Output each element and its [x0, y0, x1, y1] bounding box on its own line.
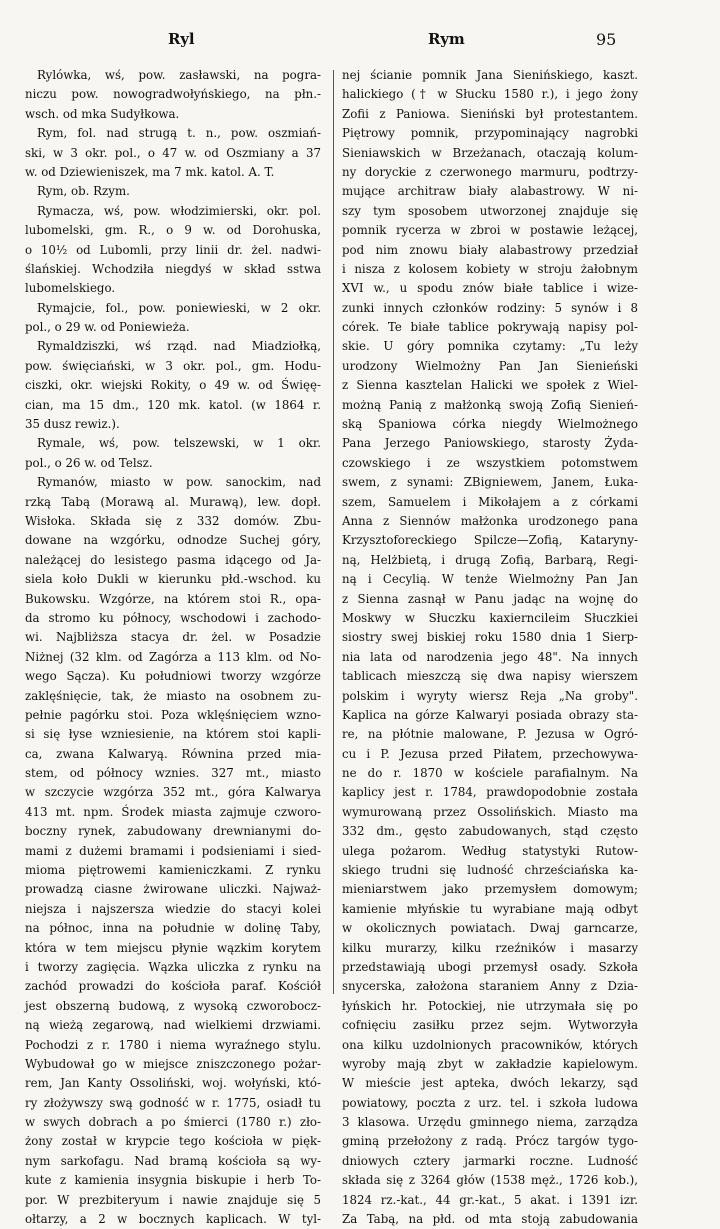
text-line: lubomelskiego.: [25, 281, 116, 296]
text-line: Rymale, wś, pow. telszewski, w 1 okr.: [37, 436, 321, 451]
text-line: pow. święciański, w 3 okr. pol., gm. Hodu-: [25, 358, 321, 373]
text-line: czowskiego i ze wszystkiem potomstwem: [342, 455, 638, 470]
text-line: kilku murarzy, kilku rzeźników i masarzy: [342, 940, 638, 955]
text-line: niczu pow. nowogradwołyńskiego, na płn.-: [25, 87, 321, 102]
text-line: wego Sącza). Ku południowi tworzy wzgórze: [25, 669, 321, 684]
text-line: zaklęśnięcie, tak, że miasto na osobnem zu-: [25, 688, 321, 703]
text-line: z Sienna zasnął w Panu jadąc na wojnę do: [342, 591, 638, 606]
text-line: w. od Dziewieniszek, ma 7 mk. katol. A. T.: [25, 164, 275, 179]
text-line: ną i Cecylią. W tenże Wielmożny Pan Jan: [342, 572, 638, 587]
text-line: ślańskiej. Wchodziła niegdyś w skład sstwa: [25, 261, 321, 276]
text-line: pełnie pagórku stoi. Poza wklęśnięciem wzno-: [25, 707, 321, 722]
text-line: i tworzy zagięcia. Wązka uliczka z rynku na: [25, 959, 321, 974]
text-line: kamienie młyńskie tu wyrabiane mają odbyt: [342, 901, 638, 916]
text-line: jest obszerną budową, z wysoką czworobocz-: [25, 998, 321, 1013]
column-divider: [333, 70, 334, 994]
text-line: niejsza i najszersza wiedzie do stacyi kolei: [25, 901, 321, 916]
text-line: Pana Jerzego Paniowskiego, starosty Żyda-: [342, 436, 638, 451]
text-line: na północ, inna na południe w dolinę Taby,: [25, 921, 321, 936]
text-line: pol., o 26 w. od Telsz.: [25, 455, 153, 470]
text-line: Rymajcie, fol., pow. poniewieski, w 2 okr.: [37, 300, 321, 315]
text-line: Rym, fol. nad strugą t. n., pow. oszmiań-: [37, 126, 321, 141]
text-line: nej ścianie pomnik Jana Sienińskiego, kaszt.: [342, 68, 638, 82]
text-line: swem, z synami: ZBigniewem, Janem, Łuka-: [342, 475, 638, 490]
text-line: ną, Helżbietą, i drugą Zofią, Barbarą, Regi-: [342, 552, 638, 567]
text-line: siostry swej biskiej roku 1580 dnia 1 Sierp-: [342, 630, 638, 645]
text-line: XVI w., u spodu znów białe tablice i wize-: [342, 281, 638, 296]
text-line: 332 dm., gęsto zabudowanych, stąd często: [342, 824, 638, 839]
text-line: snycerska, założona staraniem Anny z Dzia-: [342, 979, 638, 994]
text-line: ry złożywszy swą godność w r. 1775, osiadł tu: [25, 1095, 321, 1110]
running-header-center: Rym: [428, 30, 465, 48]
text-line: stem, od północy wznies. 327 mt., miasto: [25, 766, 321, 781]
text-line: ny doryckie z czerwonego marmuru, podtrzy-: [342, 164, 638, 179]
text-line: ona kilku uzdolnionych pracowników, których: [342, 1037, 638, 1052]
text-line: rzką Tabą (Morawą al. Murawą), lew. dopł.: [25, 494, 321, 509]
text-line: w szczycie wzgórza 352 mt., góra Kalwarya: [25, 785, 321, 800]
text-line: pomnik rycerza w zbroi w postawie leżącej,: [342, 223, 638, 238]
text-line: Anna z Siennów małżonka urodzonego pana: [342, 513, 638, 528]
text-line: Moskwy w Słuczku kaxierncileim Słuczkiei: [342, 610, 638, 625]
text-line: Wisłoka. Składa się z 332 domów. Zbu-: [25, 513, 321, 528]
text-line: skie. U góry pomnika czytamy: „Tu leży: [342, 339, 638, 354]
text-line: dowane na wzgórku, odnodze Suchej góry,: [25, 533, 321, 548]
text-line: wyroby mają zbyt w zakładzie kapielowym.: [342, 1056, 638, 1071]
text-line: szem, Samuelem i Mikołajem a z córkami: [342, 494, 638, 509]
text-line: ski, w 3 okr. pol., o 47 w. od Oszmiany a 37: [25, 145, 321, 160]
text-line: Kaplica na górze Kalwaryi posiada obrazy sta-: [342, 707, 638, 722]
text-line: gminą przełożony z radą. Prócz targów tygo-: [342, 1134, 638, 1149]
text-line: cu i P. Jezusa przed Piłatem, przechowywa-: [342, 746, 638, 761]
text-line: należącej do lesistego pasma idącego od Ja-: [25, 552, 321, 567]
text-line: kute z kamienia insygnia biskupie i herb To-: [25, 1173, 321, 1188]
text-line: lubomelski, gm. R., o 9 w. od Dorohuska,: [25, 223, 321, 238]
text-line: ca, zwana Kalwaryą. Równina przed mia-: [25, 746, 321, 761]
text-line: boczny rynek, zabudowany drewnianymi do-: [25, 824, 321, 839]
text-line: pod nim znowu biały alabastrowy przedział: [342, 242, 638, 257]
text-line: Wybudował go w miejsce zniszczonego pożar-: [25, 1056, 321, 1071]
text-line: Sieniawskich w Brzeżanach, otaczają kolum-: [342, 145, 638, 160]
text-line: Zofii z Paniowa. Sieniński był protestantem.: [342, 106, 638, 121]
text-line: nym sarkofagu. Nad bramą kościoła są wy-: [25, 1153, 321, 1168]
text-line: przedstawiają ubogi przemysł osady. Szkoła: [342, 959, 638, 974]
text-line: zachód prowadzi do kościoła paraf. Kościół: [25, 979, 321, 994]
text-line: powiatowy, poczta z urz. tel. i szkoła ludowa: [342, 1095, 638, 1110]
text-line: ołtarzy, a 2 w bocznych kaplicach. W tyl-: [25, 1212, 321, 1227]
text-line: 1824 rz.-kat., 44 gr.-kat., 5 akat. i 1391 izr.: [342, 1192, 638, 1207]
text-line: wsch. od mka Sudyłkowa.: [25, 106, 180, 121]
text-line: siela koło Dukli w kierunku płd.-wschod. ku: [25, 572, 321, 587]
text-line: 35 dusz rewiz.).: [25, 417, 120, 432]
text-line: re, na płótnie malowane, P. Jezusa w Ogró-: [342, 727, 638, 742]
text-line: por. W prezbiteryum i nawie znajduje się 5: [25, 1192, 321, 1207]
text-line: 3 klasowa. Urzędu gminnego niema, zarządza: [342, 1115, 638, 1130]
page-number: 95: [596, 30, 617, 49]
text-line: si się łyse wzniesienie, na którem stoi kapli-: [25, 727, 321, 742]
text-line: nia lata od narodzenia jego 48". Na innych: [342, 649, 638, 664]
text-line: ną wieżą zegarową, nad wielkiemi drzwiami.: [25, 1018, 321, 1033]
text-line: pol., o 29 w. od Poniewieża.: [25, 320, 190, 335]
text-line: żony został w krypcie tego kościoła w pięk-: [25, 1134, 321, 1149]
text-line: ciszki, okr. wiejski Rokity, o 49 w. od Święę-: [25, 378, 321, 393]
text-line: halickiego († w Słucku 1580 r.), i jego żony: [342, 87, 638, 102]
text-line: rem, Jan Kanty Ossoliński, woj. wołyński, któ-: [25, 1076, 321, 1091]
text-line: 413 mt. npm. Środek miasta zajmuje czworo-: [25, 804, 321, 819]
text-line: możną Panią z małżonką swoją Zofią Sienień-: [342, 397, 638, 412]
text-line: Rym, ob. Rzym.: [37, 184, 130, 199]
text-line: składa się z 3264 głów (1538 męż., 1726 kob.),: [342, 1173, 638, 1188]
text-line: mami z dużemi bramami i podsieniami i sied-: [25, 843, 321, 858]
text-line: Krzysztoforeckiego Spilcze—Zofią, Kataryny-: [342, 533, 638, 548]
text-line: i nisza z kolosem kobiety w stroju żałobnym: [342, 261, 638, 276]
text-line: ską Spaniowa córka niegdy Wielmożnego: [342, 417, 638, 432]
running-header-left: Ryl: [168, 30, 195, 48]
text-line: Rylówka, wś, pow. zasławski, na pogra-: [37, 68, 321, 82]
text-line: Za Tabą, na płd. od mta stoją zabudowania: [342, 1212, 638, 1227]
text-line: cofnięciu zasiłku przez sejm. Wytworzyła: [342, 1018, 638, 1033]
text-line: urodzony Wielmożny Pan Jan Sienieński: [342, 358, 638, 373]
left-column: [25, 66, 321, 1229]
text-line: tablicach mieszczą się dwa napisy wierszem: [342, 669, 638, 684]
text-line: Piętrowy pomnik, przypominający nagrobki: [342, 126, 638, 141]
text-line: zunki innych członków rodziny: 5 synów i 8: [342, 300, 638, 315]
text-line: mujące architraw biały alabastrowy. W ni-: [342, 184, 638, 199]
text-line: wymurowaną przez Ossolińskich. Miasto ma: [342, 804, 638, 819]
text-line: która w tem miejscu płynie wązkim korytem: [25, 940, 321, 955]
text-line: ne do r. 1870 w kościele parafialnym. Na: [342, 766, 638, 781]
text-line: cian, ma 15 dm., 120 mk. katol. (w 1864 r.: [25, 397, 321, 412]
text-line: mioma piętrowemi kamieniczkami. Z rynku: [25, 863, 321, 878]
text-line: w swych dobrach a po śmierci (1780 r.) zło-: [25, 1115, 321, 1130]
text-line: dniowych cztery jarmarki roczne. Ludność: [342, 1153, 638, 1168]
text-line: mieniarstwem jako przemysłem domowym;: [342, 882, 638, 897]
text-line: Niżnej (32 klm. od Zagórza a 113 klm. od No-: [25, 649, 321, 664]
right-column: [342, 66, 638, 1229]
text-line: W mieście jest apteka, dwóch lekarzy, sąd: [342, 1076, 638, 1091]
text-line: Pochodzi z r. 1780 i niema wyraźnego stylu.: [25, 1037, 321, 1052]
text-line: szy tym sposobem utworzonej znajduje się: [342, 203, 638, 218]
text-line: prowadzą ciasne żwirowane uliczki. Najważ-: [25, 882, 321, 897]
text-line: w okolicznych powiatach. Dwaj garncarze,: [342, 921, 638, 936]
text-line: Rymacza, wś, pow. włodzimierski, okr. pol.: [37, 203, 321, 218]
text-line: kaplicy jest r. 1784, prawdopodobnie została: [342, 785, 638, 800]
text-line: polskim i wyryty wiersz Reja „Na groby".: [342, 688, 638, 703]
text-line: o 10½ od Lubomli, przy linii dr. żel. nadwi-: [25, 242, 321, 257]
text-line: Bukowsku. Wzgórze, na którem stoi R., opa-: [25, 591, 321, 606]
text-line: da stromo ku północy, wschodowi i zachodo-: [25, 610, 321, 625]
text-line: ulega pożarom. Według statystyki Rutow-: [342, 843, 638, 858]
text-line: córek. Te białe tablice pokrywają napisy pol-: [342, 320, 638, 335]
text-line: Rymaldziszki, wś rząd. nad Miadziołką,: [37, 339, 321, 354]
text-line: z Sienna kasztelan Halicki we społek z Wiel-: [342, 378, 638, 393]
text-line: Rymanów, miasto w pow. sanockim, nad: [37, 475, 321, 490]
text-line: łyńskich hr. Potockiej, nie utrzymała się po: [342, 998, 638, 1013]
text-line: skiego trudni się ludność chrześciańska ka-: [342, 863, 638, 878]
text-line: wi. Najbliższa stacya dr. żel. w Posadzie: [25, 630, 321, 645]
